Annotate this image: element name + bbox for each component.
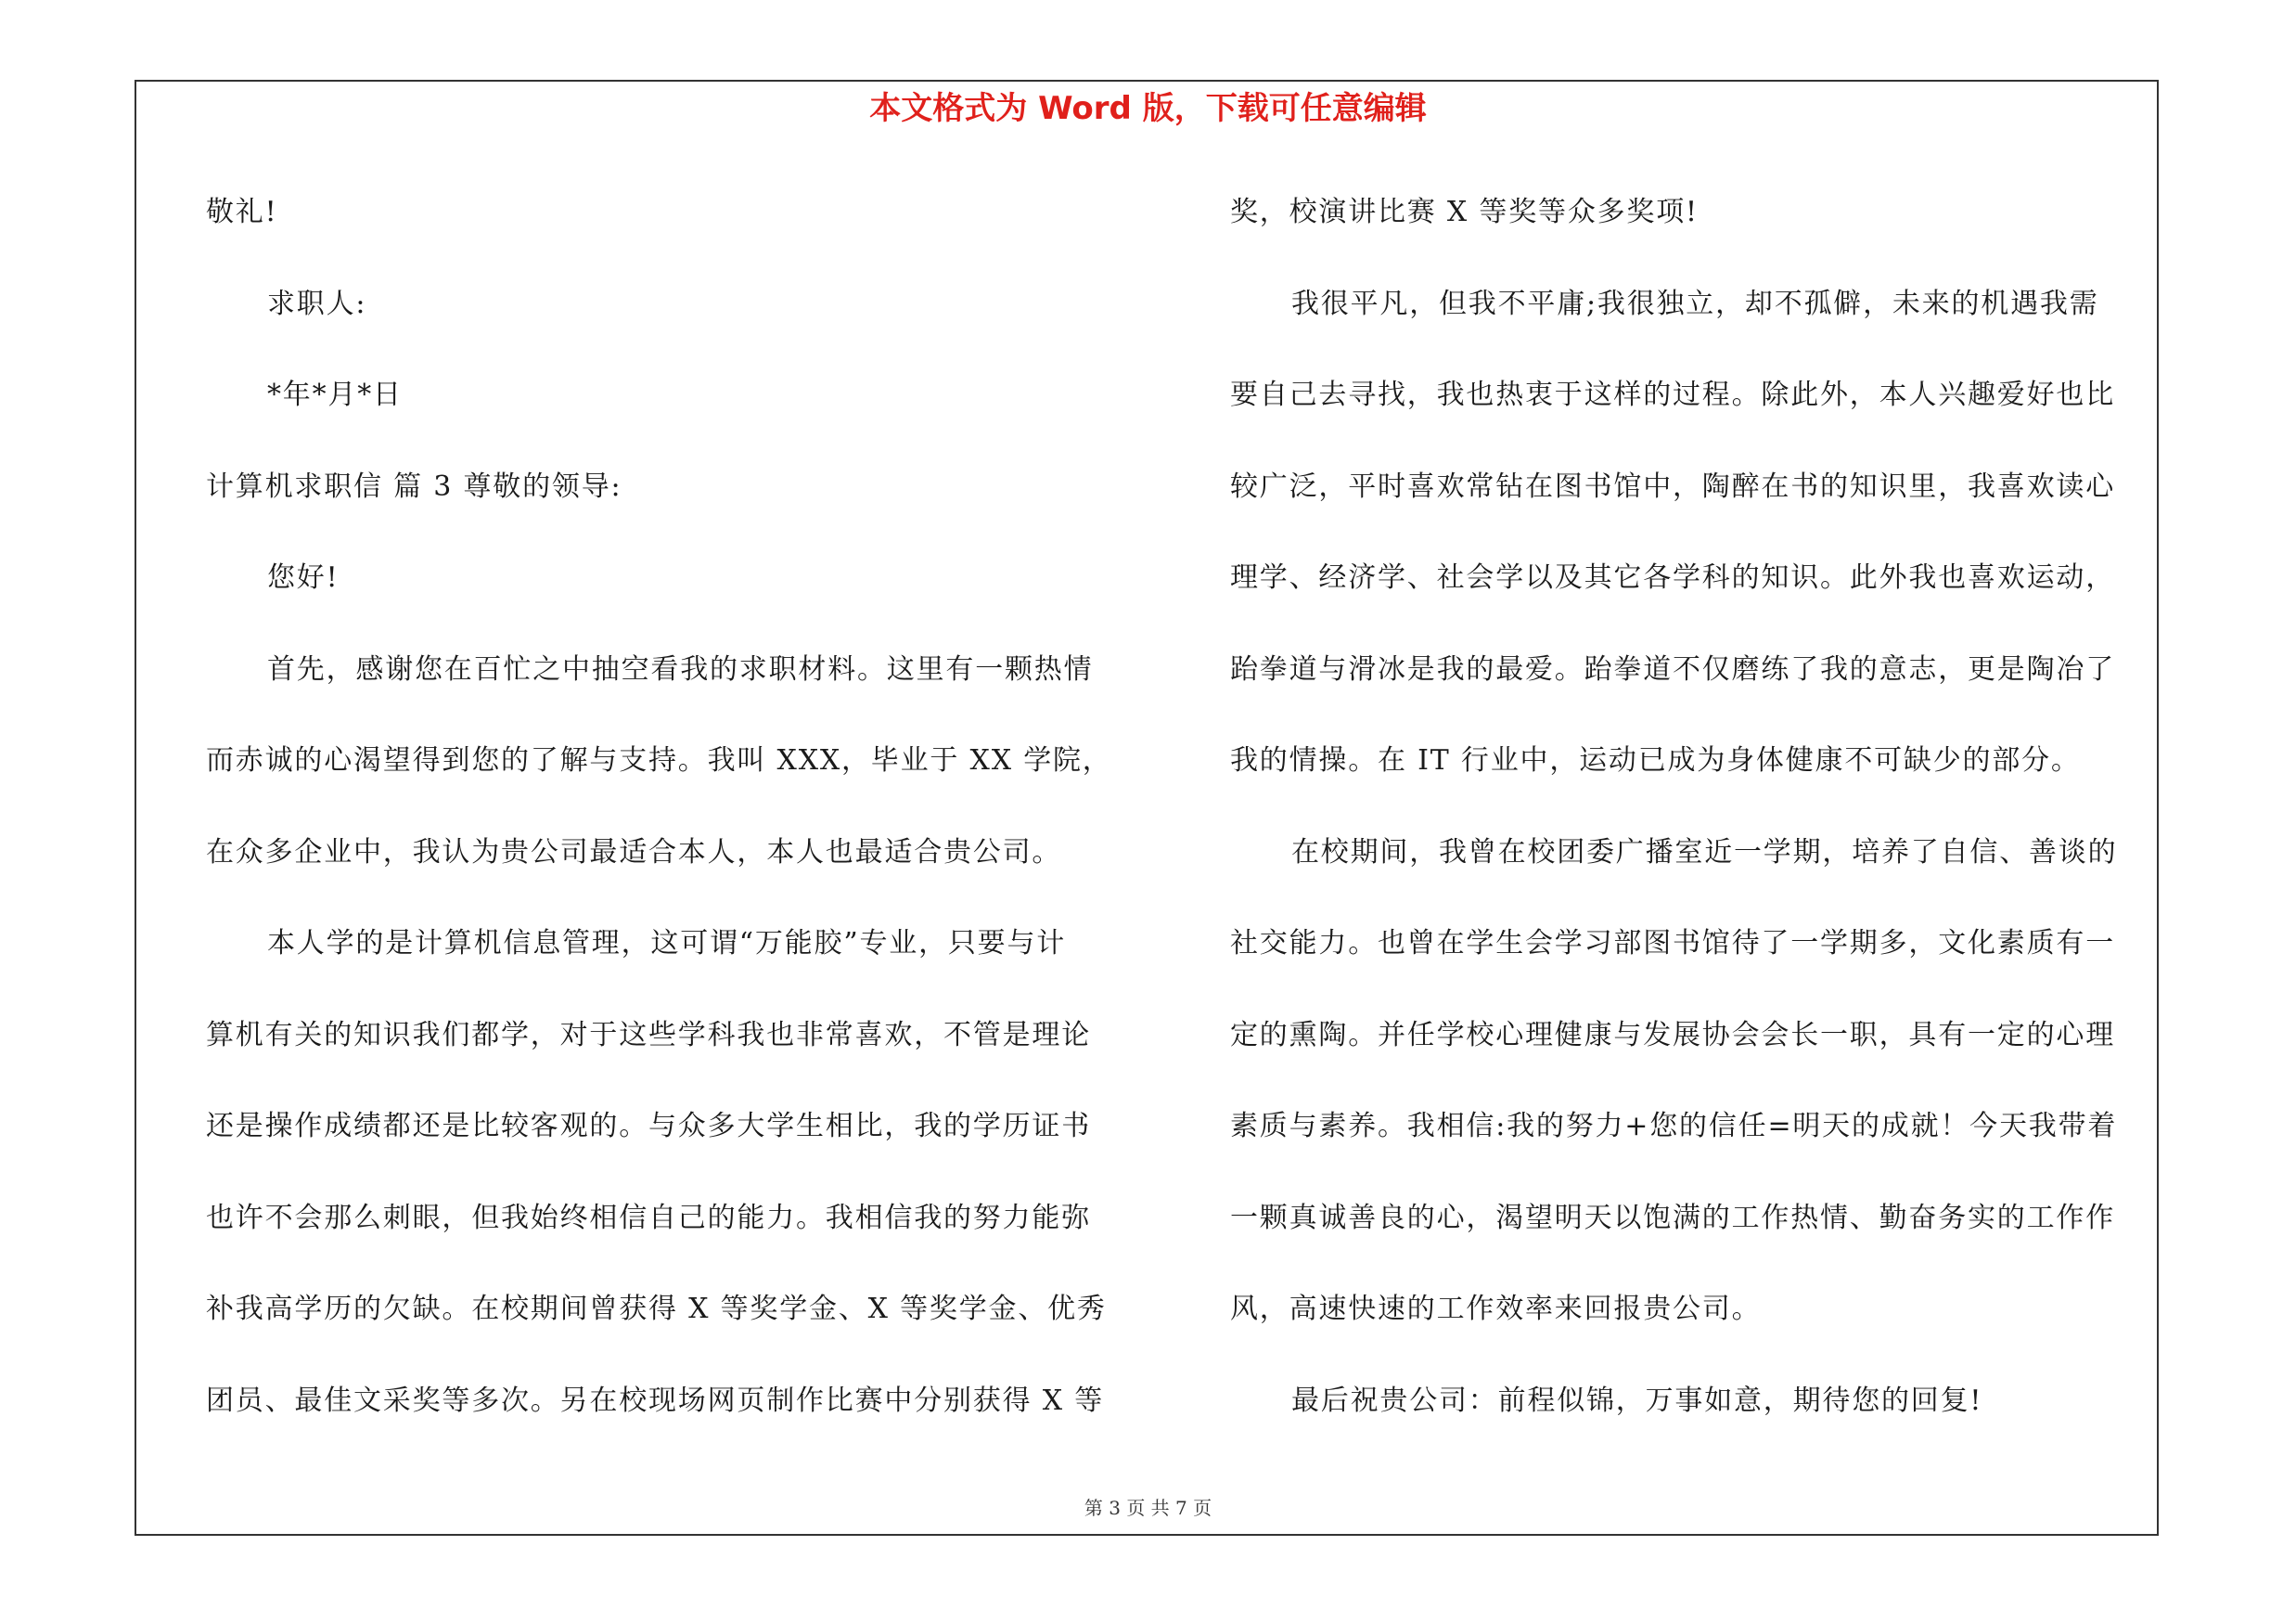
paragraph-line: 我的情操。在 IT 行业中，运动已成为身体健康不可缺少的部分。: [1230, 744, 2081, 777]
paragraph-line: 定的熏陶。并任学校心理健康与发展协会会长一职，具有一定的心理: [1230, 1018, 2115, 1051]
paragraph-line: 算机有关的知识我们都学，对于这些学科我也非常喜欢，不管是理论: [206, 1018, 1091, 1051]
paragraph-line: 风，高速快速的工作效率来回报贵公司。: [1230, 1293, 1762, 1325]
paragraph-line: 我很平凡，但我不平庸;我很独立，却不孤僻，未来的机遇我需: [1291, 287, 2099, 320]
paragraph-line: *年*月*日: [267, 379, 403, 411]
paragraph-line: 社交能力。也曾在学生会学习部图书馆待了一学期多，文化素质有一: [1230, 927, 2115, 960]
paragraph-line: 理学、经济学、社会学以及其它各学科的知识。此外我也喜欢运动，: [1230, 561, 2115, 594]
paragraph-line: 跆拳道与滑冰是我的最爱。跆拳道不仅磨练了我的意志，更是陶冶了: [1230, 652, 2115, 686]
document-banner: 本文格式为 Word 版，下载可任意编辑: [869, 90, 1427, 127]
paragraph-line: 求职人:: [267, 287, 367, 320]
paragraph-line: 最后祝贵公司：前程似锦，万事如意，期待您的回复!: [1291, 1384, 1983, 1417]
paragraph-line: 要自己去寻找，我也热衷于这样的过程。除此外，本人兴趣爱好也比: [1230, 379, 2115, 411]
paragraph-line: 在校期间，我曾在校团委广播室近一学期，培养了自信、善谈的: [1291, 835, 2118, 869]
paragraph-line: 首先，感谢您在百忙之中抽空看我的求职材料。这里有一颗热情: [267, 652, 1094, 686]
paragraph-line: 补我高学历的欠缺。在校期间曾获得 X 等奖学金、X 等奖学金、优秀: [206, 1293, 1107, 1325]
paragraph-line: 较广泛，平时喜欢常钻在图书馆中，陶醉在书的知识里，我喜欢读心: [1230, 470, 2115, 503]
paragraph-line: 在众多企业中，我认为贵公司最适合本人，本人也最适合贵公司。: [206, 835, 1062, 869]
page-footer: 第 3 页 共 7 页: [1084, 1497, 1212, 1519]
paragraph-line: 您好!: [267, 561, 340, 594]
paragraph-line: 而赤诚的心渴望得到您的了解与支持。我叫 XXX，毕业于 XX 学院，: [206, 744, 1112, 777]
paragraph-line: 素质与素养。我相信:我的努力+您的信任=明天的成就！今天我带着: [1230, 1110, 2118, 1142]
paragraph-line: 敬礼!: [206, 196, 278, 228]
paragraph-line: 计算机求职信 篇 3 尊敬的领导:: [206, 470, 622, 503]
paragraph-line: 奖，校演讲比赛 X 等奖等众多奖项!: [1230, 196, 1699, 228]
paragraph-line: 团员、最佳文采奖等多次。另在校现场网页制作比赛中分别获得 X 等: [206, 1384, 1105, 1417]
paragraph-line: 也许不会那么刺眼，但我始终相信自己的能力。我相信我的努力能弥: [206, 1201, 1091, 1234]
paragraph-line: 一颗真诚善良的心，渴望明天以饱满的工作热情、勤奋务实的工作作: [1230, 1201, 2115, 1234]
right-column: [1230, 167, 2167, 1447]
paragraph-line: 还是操作成绩都还是比较客观的。与众多大学生相比，我的学历证书: [206, 1110, 1091, 1142]
paragraph-line: 本人学的是计算机信息管理，这可谓“万能胶”专业，只要与计: [267, 927, 1067, 960]
left-column: [206, 167, 1134, 1447]
